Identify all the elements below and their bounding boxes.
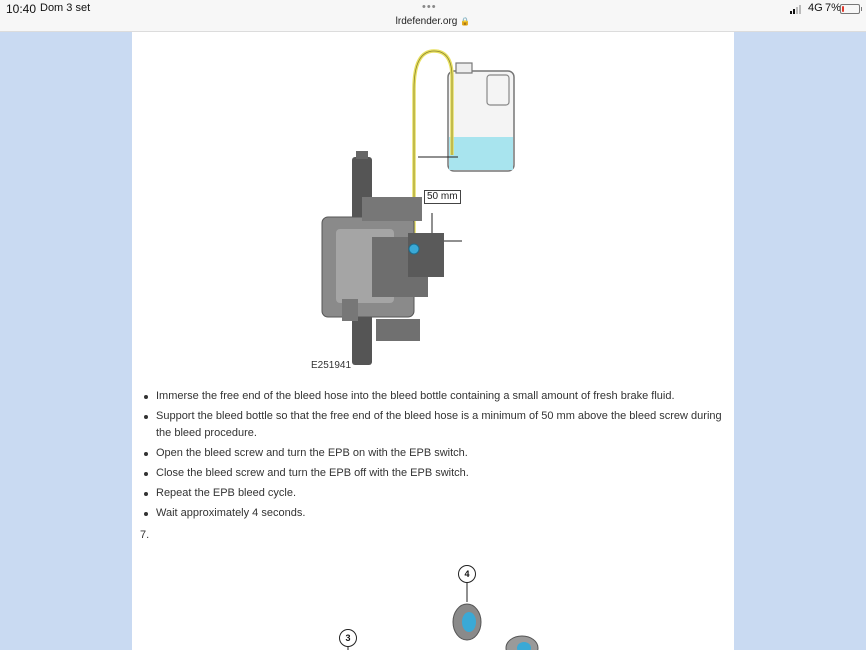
list-item: Repeat the EPB bleed cycle.: [156, 485, 731, 502]
instruction-list: [132, 388, 731, 525]
list-item: Close the bleed screw and turn the EPB off with the EPB switch.: [156, 465, 731, 482]
list-item: Immerse the free end of the bleed hose into the bleed bottle containing a small amount of fresh brake fluid.: [156, 388, 731, 405]
list-item: Open the bleed screw and turn the EPB on with the EPB switch.: [156, 445, 731, 462]
figure-code: E251941: [311, 360, 352, 371]
date: Dom 3 set: [40, 2, 91, 14]
address-bar[interactable]: [0, 16, 866, 27]
bleed-bottle: [448, 63, 514, 171]
article-page: [132, 32, 734, 650]
bleed-diagram: [312, 37, 532, 377]
component-diagram: [322, 560, 562, 650]
lock-icon: 🔒: [460, 17, 471, 26]
battery-percent: 7%: [825, 2, 841, 14]
measurement-label: 50 mm: [424, 190, 461, 204]
list-item: Support the bleed bottle so that the free end of the bleed hose is a minimum of 50 mm above the bleed screw during the bleed procedure.: [156, 408, 731, 442]
signal-icon: [790, 5, 804, 14]
ellipsis-icon[interactable]: •••: [422, 1, 437, 13]
battery-icon: [840, 4, 860, 14]
battery-fill: [842, 6, 844, 12]
callout-4: 4: [458, 565, 476, 583]
step-number: 7.: [140, 529, 150, 541]
callout-3: 3: [339, 629, 357, 647]
clock: 10:40: [6, 2, 37, 16]
status-bar: [0, 0, 866, 32]
url-text: lrdefender.org: [395, 16, 458, 27]
network-type: 4G: [808, 2, 823, 14]
list-item: Wait approximately 4 seconds.: [156, 505, 731, 522]
